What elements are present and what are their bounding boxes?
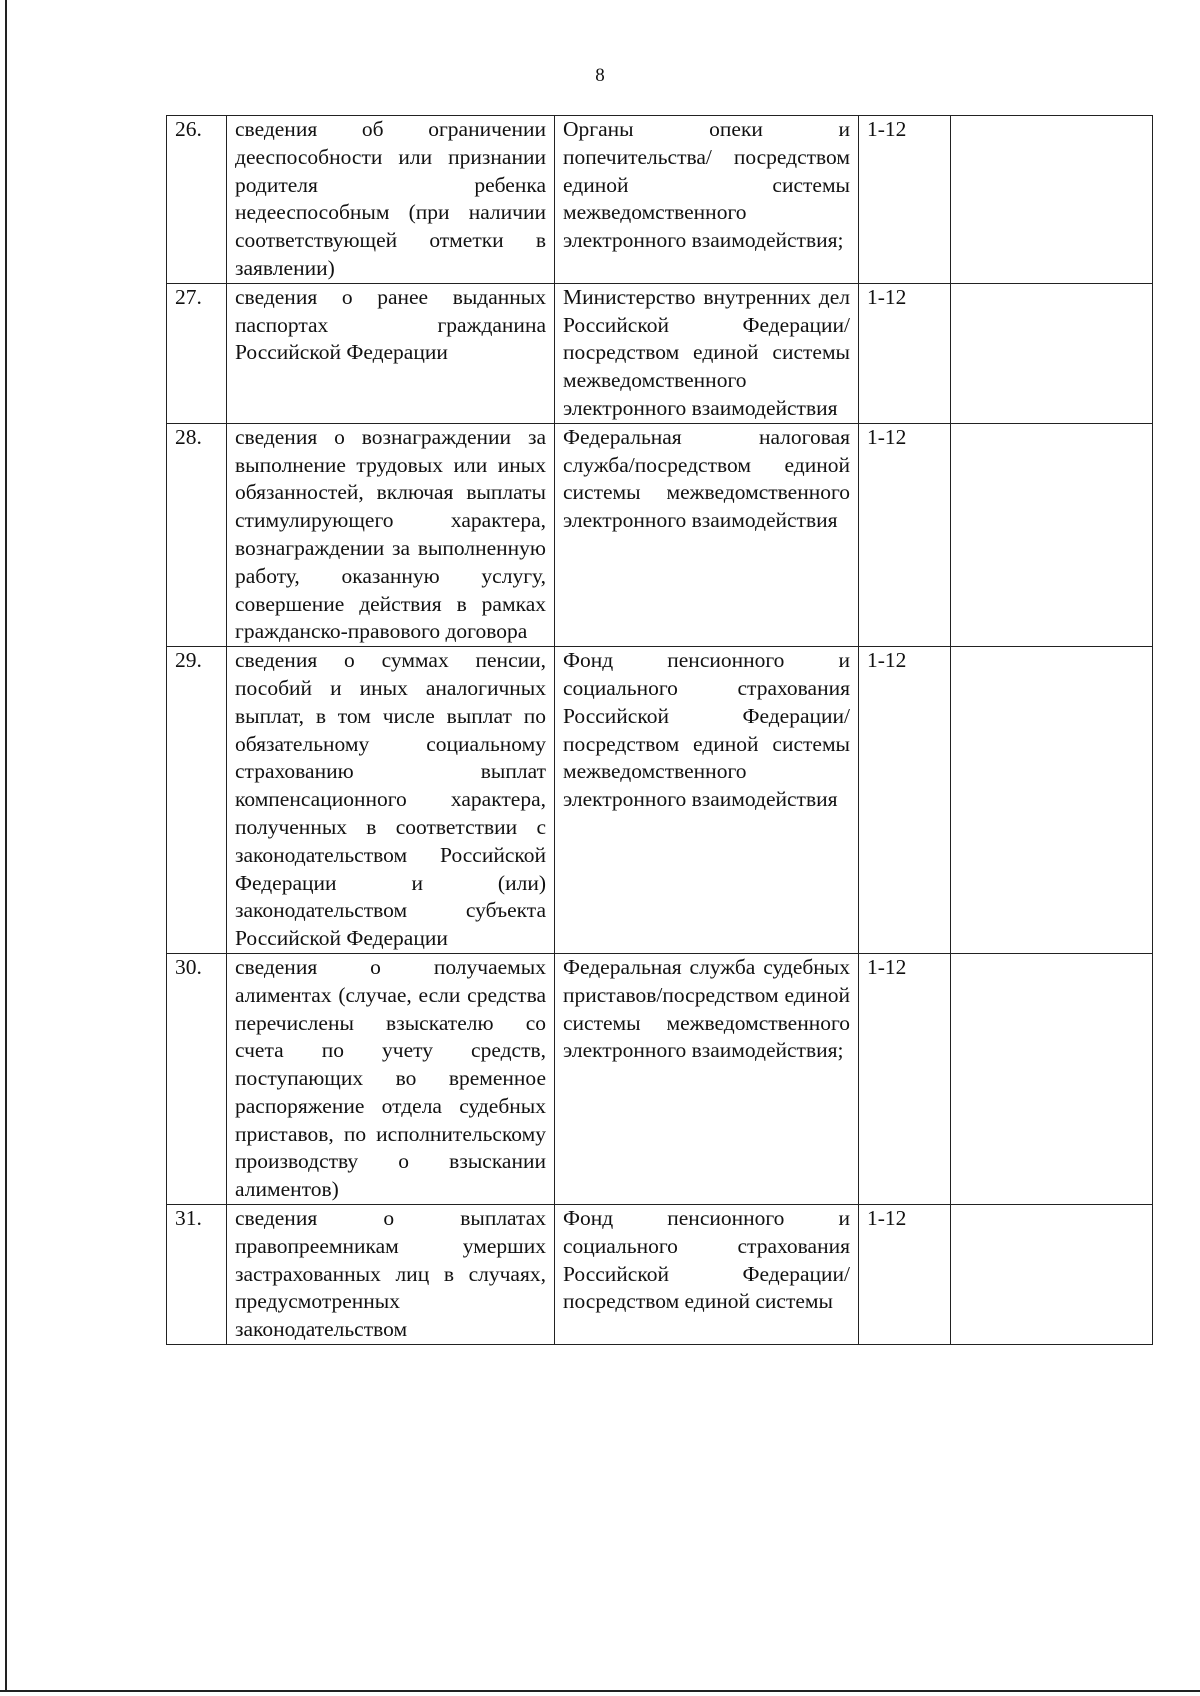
info-cell: сведения о ранее выданных паспортах гражданина Российской Федерации <box>227 283 555 423</box>
row-number: 29. <box>167 647 227 954</box>
period-cell: 1-12 <box>859 283 951 423</box>
note-cell <box>951 647 1153 954</box>
source-cell: Федеральная налоговая служба/посредством единой системы межведомственного электронного взаимодействия <box>555 423 859 646</box>
document-table <box>166 115 1153 1345</box>
note-cell <box>951 116 1153 284</box>
period-cell: 1-12 <box>859 116 951 284</box>
source-cell: Фонд пенсионного и социального страхования Российской Федерации/посредством единой системы <box>555 1205 859 1345</box>
info-cell: сведения о суммах пенсии, пособий и иных аналогичных выплат, в том числе выплат по обязательному социальному страхованию выплат компенсационного характера, полученных в соответствии с законодательством Российской Федерации и (или) законодательством субъекта Российской Федерации <box>227 647 555 954</box>
page-number: 8 <box>595 65 605 86</box>
info-cell: сведения о получаемых алиментах (случае, если средства перечислены взыскателю со счета по учету средств, поступающих во временное распоряжение отдела судебных приставов, по исполнительскому производству о взыскании алиментов) <box>227 953 555 1204</box>
period-cell: 1-12 <box>859 423 951 646</box>
source-cell: Органы опеки и попечительства/ посредством единой системы межведомственного электронного взаимодействия; <box>555 116 859 284</box>
source-cell: Министерство внутренних дел Российской Федерации/посредством единой системы межведомственного электронного взаимодействия <box>555 283 859 423</box>
table-row <box>167 116 1153 284</box>
source-cell: Фонд пенсионного и социального страхования Российской Федерации/посредством единой системы межведомственного электронного взаимодействия <box>555 647 859 954</box>
period-cell: 1-12 <box>859 953 951 1204</box>
row-number: 28. <box>167 423 227 646</box>
note-cell <box>951 283 1153 423</box>
row-number: 30. <box>167 953 227 1204</box>
table-row <box>167 423 1153 646</box>
table-row <box>167 1205 1153 1345</box>
period-cell: 1-12 <box>859 1205 951 1345</box>
period-cell: 1-12 <box>859 647 951 954</box>
note-cell <box>951 1205 1153 1345</box>
info-cell: сведения о выплатах правопреемникам умерших застрахованных лиц в случаях, предусмотренных законодательством <box>227 1205 555 1345</box>
bottom-margin-line <box>0 1690 1200 1692</box>
info-cell: сведения о вознаграждении за выполнение трудовых или иных обязанностей, включая выплаты стимулирующего характера, вознаграждении за выполненную работу, оказанную услугу, совершение действия в рамках гражданско-правового договора <box>227 423 555 646</box>
row-number: 26. <box>167 116 227 284</box>
note-cell <box>951 953 1153 1204</box>
info-cell: сведения об ограничении дееспособности или признании родителя ребенка недееспособным (при наличии соответствующей отметки в заявлении) <box>227 116 555 284</box>
note-cell <box>951 423 1153 646</box>
table-row <box>167 283 1153 423</box>
table-row <box>167 647 1153 954</box>
source-cell: Федеральная служба судебных приставов/посредством единой системы межведомственного электронного взаимодействия; <box>555 953 859 1204</box>
table-row <box>167 953 1153 1204</box>
left-margin-line <box>5 0 7 1690</box>
row-number: 31. <box>167 1205 227 1345</box>
row-number: 27. <box>167 283 227 423</box>
